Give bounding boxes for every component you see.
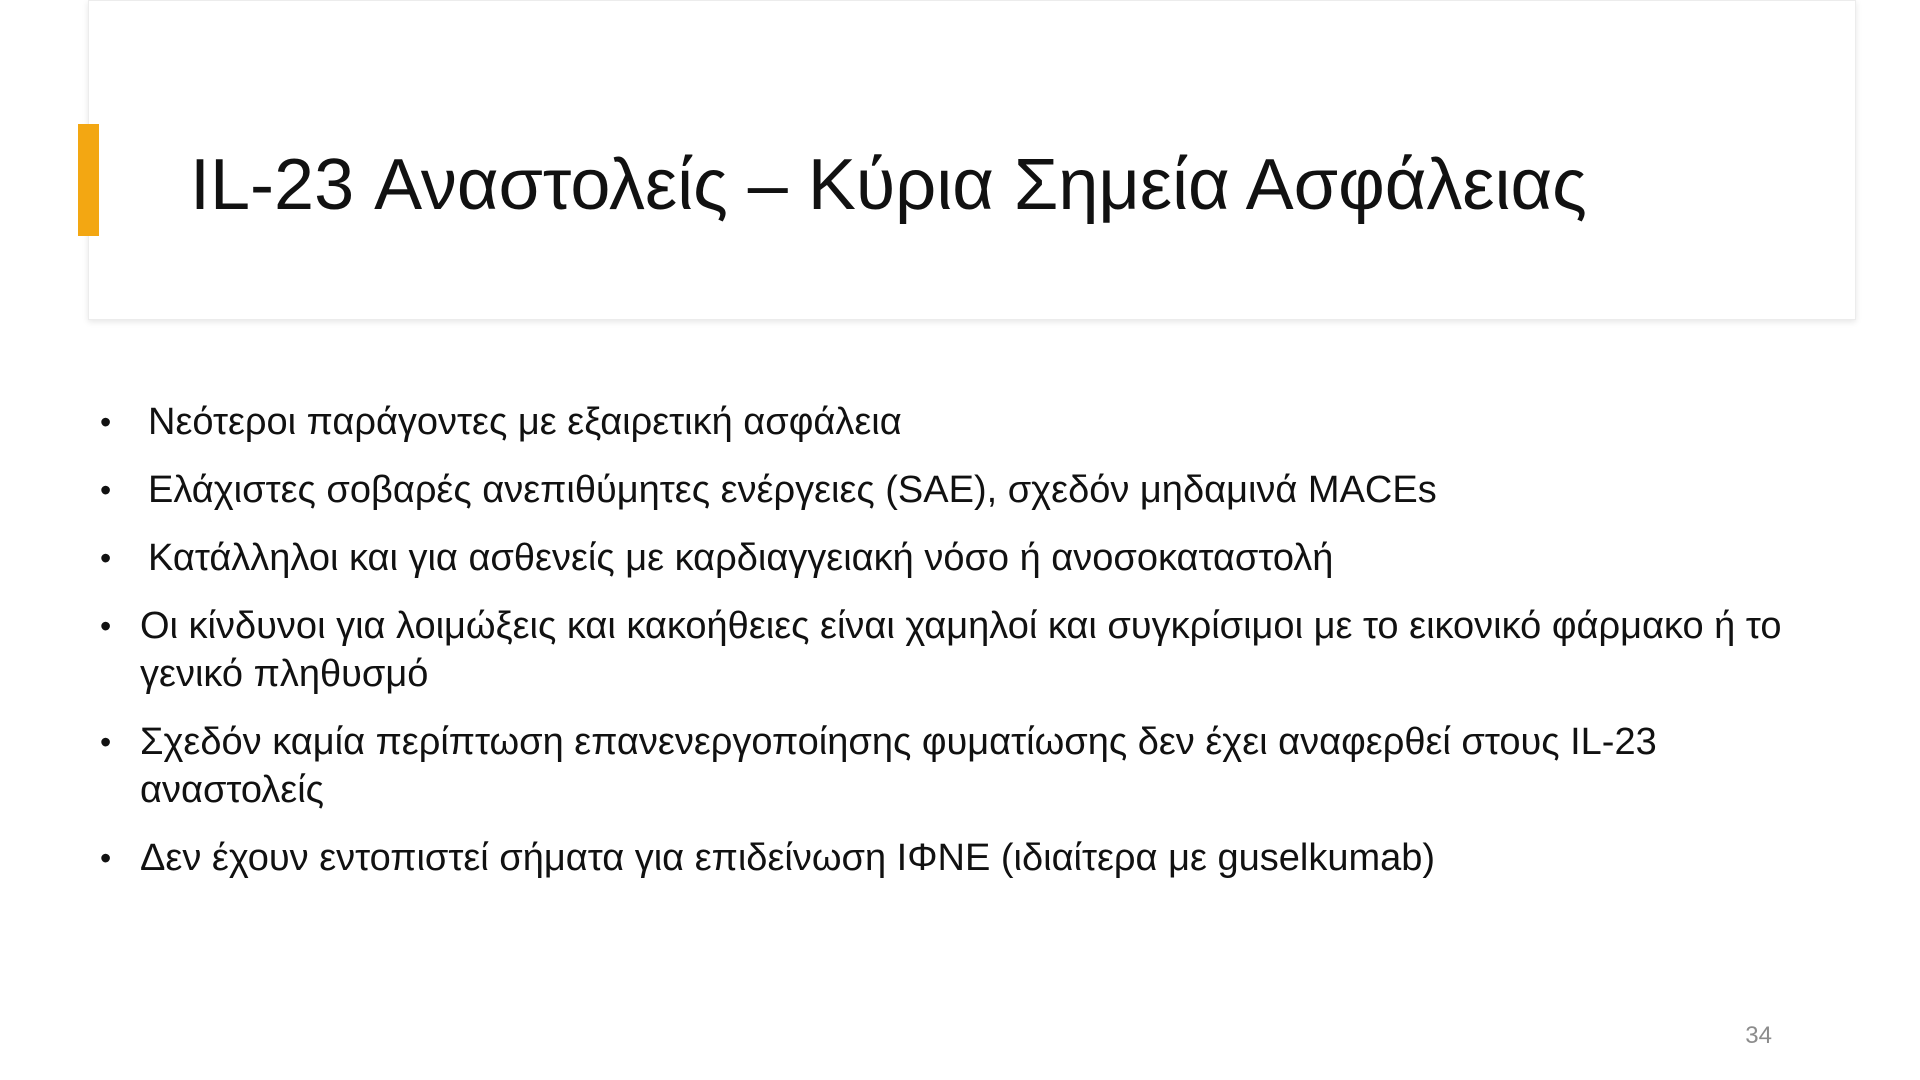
bullet-item [100,834,1840,882]
bullet-list [100,398,1840,902]
bullet-text: Οι κίνδυνοι για λοιμώξεις και κακοήθειες είναι χαμηλοί και συγκρίσιμοι με το εικονικό φάρμακο ή το γενικό πληθυσμό [140,605,1782,695]
bullet-item [100,534,1840,582]
bullet-item [100,718,1840,814]
slide-title: IL-23 Αναστολείς – Κύρια Σημεία Ασφάλειας [190,145,1587,225]
bullet-item [100,602,1840,698]
bullet-text: Νεότεροι παράγοντες με εξαιρετική ασφάλεια [148,401,902,443]
bullet-text: Ελάχιστες σοβαρές ανεπιθύμητες ενέργειες (SAE), σχεδόν μηδαμινά MACEs [148,469,1437,511]
bullet-item [100,398,1840,446]
bullet-text: Σχεδόν καμία περίπτωση επανενεργοποίησης φυματίωσης δεν έχει αναφερθεί στους IL-23 αναστολείς [140,721,1657,811]
bullet-item [100,466,1840,514]
bullet-text: Δεν έχουν εντοπιστεί σήματα για επιδείνωση ΙΦΝΕ (ιδιαίτερα με guselkumab) [140,837,1436,879]
bullet-text: Κατάλληλοι και για ασθενείς με καρδιαγγειακή νόσο ή ανοσοκαταστολή [148,537,1334,579]
title-accent-bar [78,124,99,236]
page-number: 34 [1745,1022,1772,1049]
